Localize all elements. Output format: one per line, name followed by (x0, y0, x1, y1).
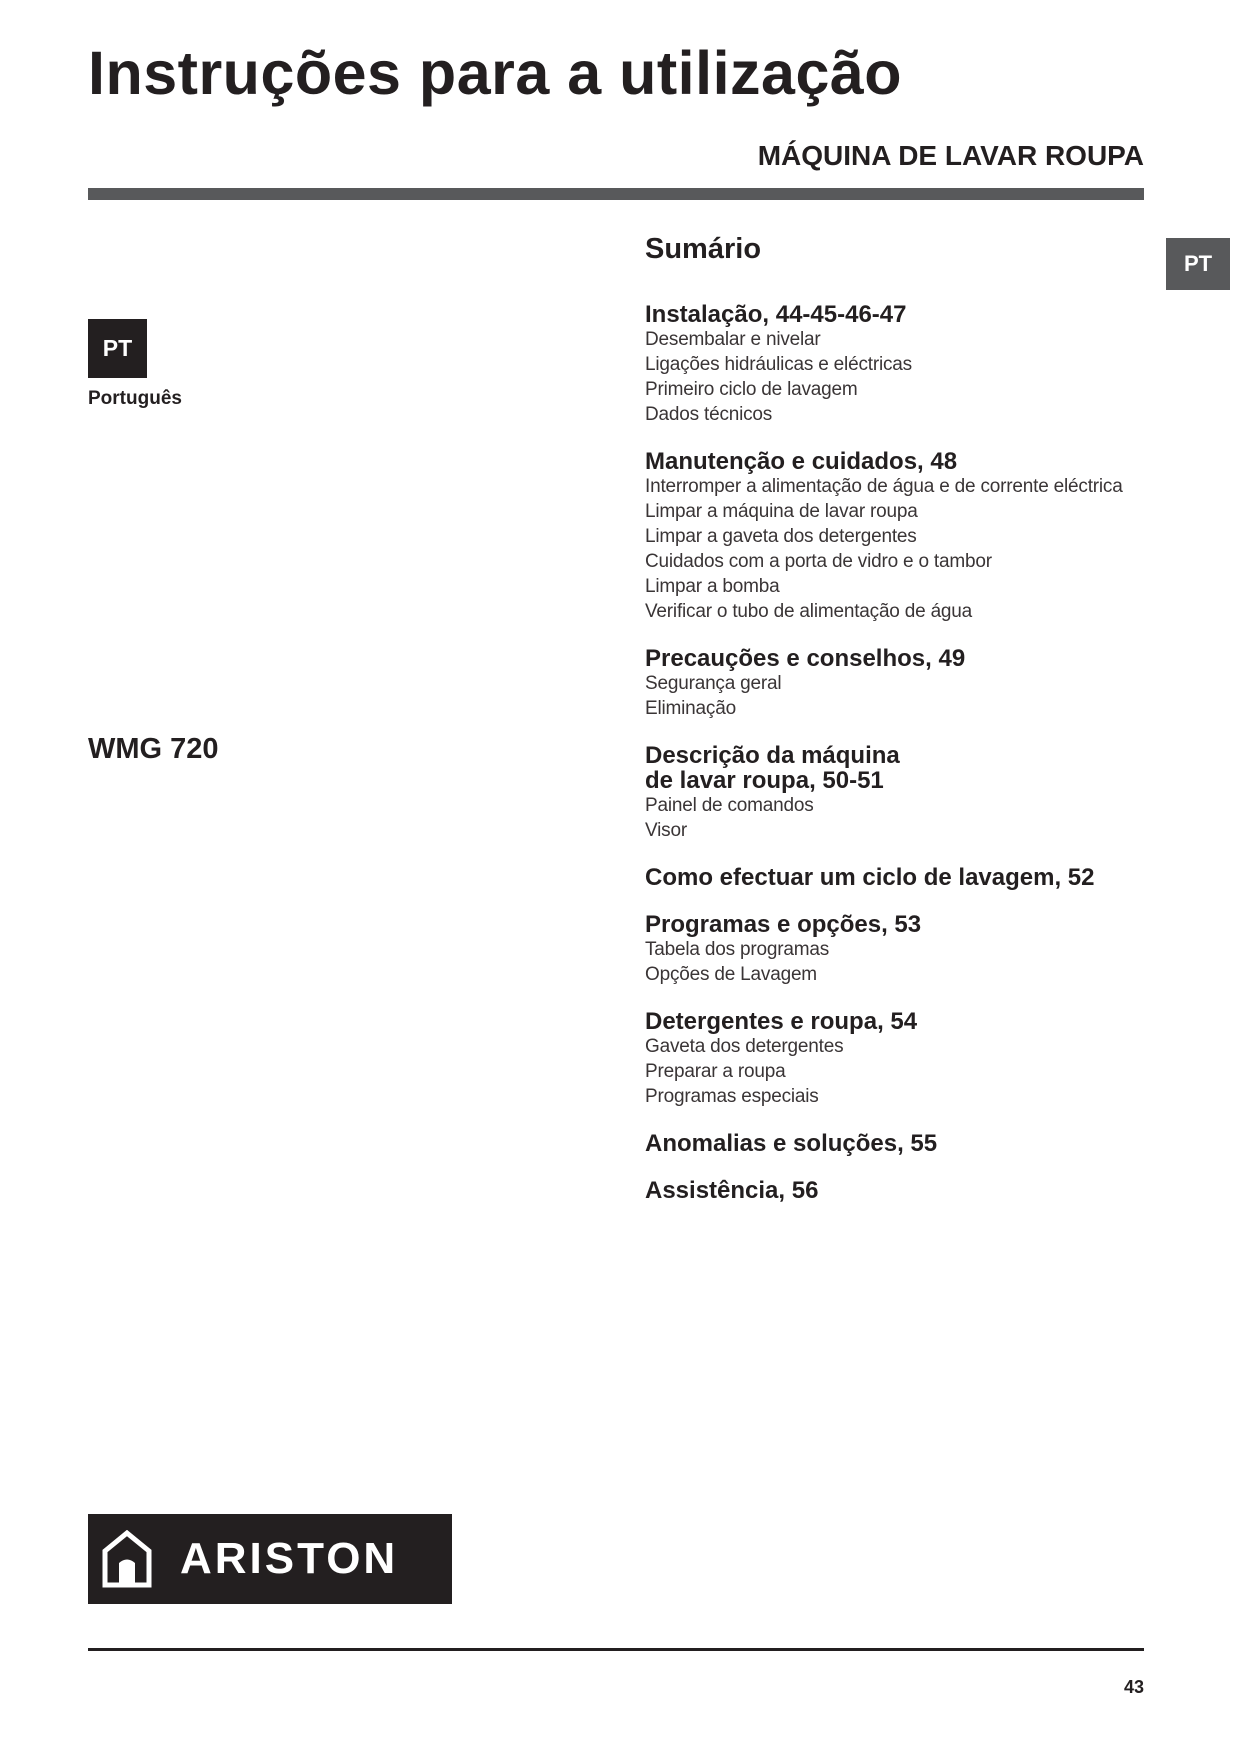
toc-item: Ligações hidráulicas e eléctricas (645, 354, 912, 375)
toc-heading: Sumário (645, 233, 762, 265)
toc-section (645, 743, 1145, 843)
toc-section-title: Anomalias e soluções, 55 (645, 1130, 938, 1157)
toc-item: Visor (645, 820, 687, 841)
toc-section-title: Descrição da máquina de lavar roupa, 50-51 (645, 742, 900, 794)
toc-section (645, 449, 1145, 624)
page-number: 43 (1123, 1677, 1144, 1697)
toc-item: Limpar a máquina de lavar roupa (645, 501, 918, 522)
ariston-logo (88, 1514, 452, 1604)
toc-item: Interromper a alimentação de água e de corrente eléctrica (645, 476, 1123, 497)
product-subtitle: MÁQUINA DE LAVAR ROUPA (757, 140, 1144, 171)
toc-section (645, 865, 1145, 890)
toc-item: Desembalar e nivelar (645, 329, 821, 350)
table-of-contents (645, 230, 1145, 1225)
language-badge: PT (88, 319, 147, 378)
toc-section (645, 1131, 1145, 1156)
page-title: Instruções para a utilização (88, 39, 903, 107)
toc-section-list (645, 302, 1145, 1203)
brand-name: ARISTON (180, 1534, 399, 1583)
toc-section (645, 646, 1145, 721)
toc-item: Preparar a roupa (645, 1061, 786, 1082)
toc-section (645, 912, 1145, 987)
toc-section-title: Manutenção e cuidados, 48 (645, 448, 958, 475)
toc-section (645, 1009, 1145, 1109)
toc-item: Limpar a bomba (645, 576, 780, 597)
toc-item: Limpar a gaveta dos detergentes (645, 526, 917, 547)
toc-item: Tabela dos programas (645, 939, 829, 960)
toc-item: Verificar o tubo de alimentação de água (645, 601, 973, 622)
toc-item: Painel de comandos (645, 795, 814, 816)
toc-section (645, 302, 1145, 427)
toc-item: Gaveta dos detergentes (645, 1036, 844, 1057)
footer-divider (88, 1648, 1144, 1651)
language-name: Português (88, 388, 182, 409)
toc-section-title: Como efectuar um ciclo de lavagem, 52 (645, 864, 1095, 891)
toc-section (645, 1178, 1145, 1203)
toc-item: Opções de Lavagem (645, 964, 817, 985)
language-side-tab: PT (1166, 238, 1230, 290)
toc-section-title: Instalação, 44-45-46-47 (645, 301, 907, 328)
toc-item: Cuidados com a porta de vidro e o tambor (645, 551, 992, 572)
toc-item: Eliminação (645, 698, 736, 719)
toc-section-title: Detergentes e roupa, 54 (645, 1008, 918, 1035)
toc-item: Segurança geral (645, 673, 782, 694)
toc-section-title: Assistência, 56 (645, 1177, 819, 1204)
model-name: WMG 720 (88, 733, 219, 765)
toc-item: Dados técnicos (645, 404, 773, 425)
house-icon (102, 1530, 152, 1588)
toc-section-title: Precauções e conselhos, 49 (645, 645, 966, 672)
title-divider (88, 188, 1144, 200)
toc-section-title: Programas e opções, 53 (645, 911, 922, 938)
toc-item: Primeiro ciclo de lavagem (645, 379, 858, 400)
toc-item: Programas especiais (645, 1086, 819, 1107)
